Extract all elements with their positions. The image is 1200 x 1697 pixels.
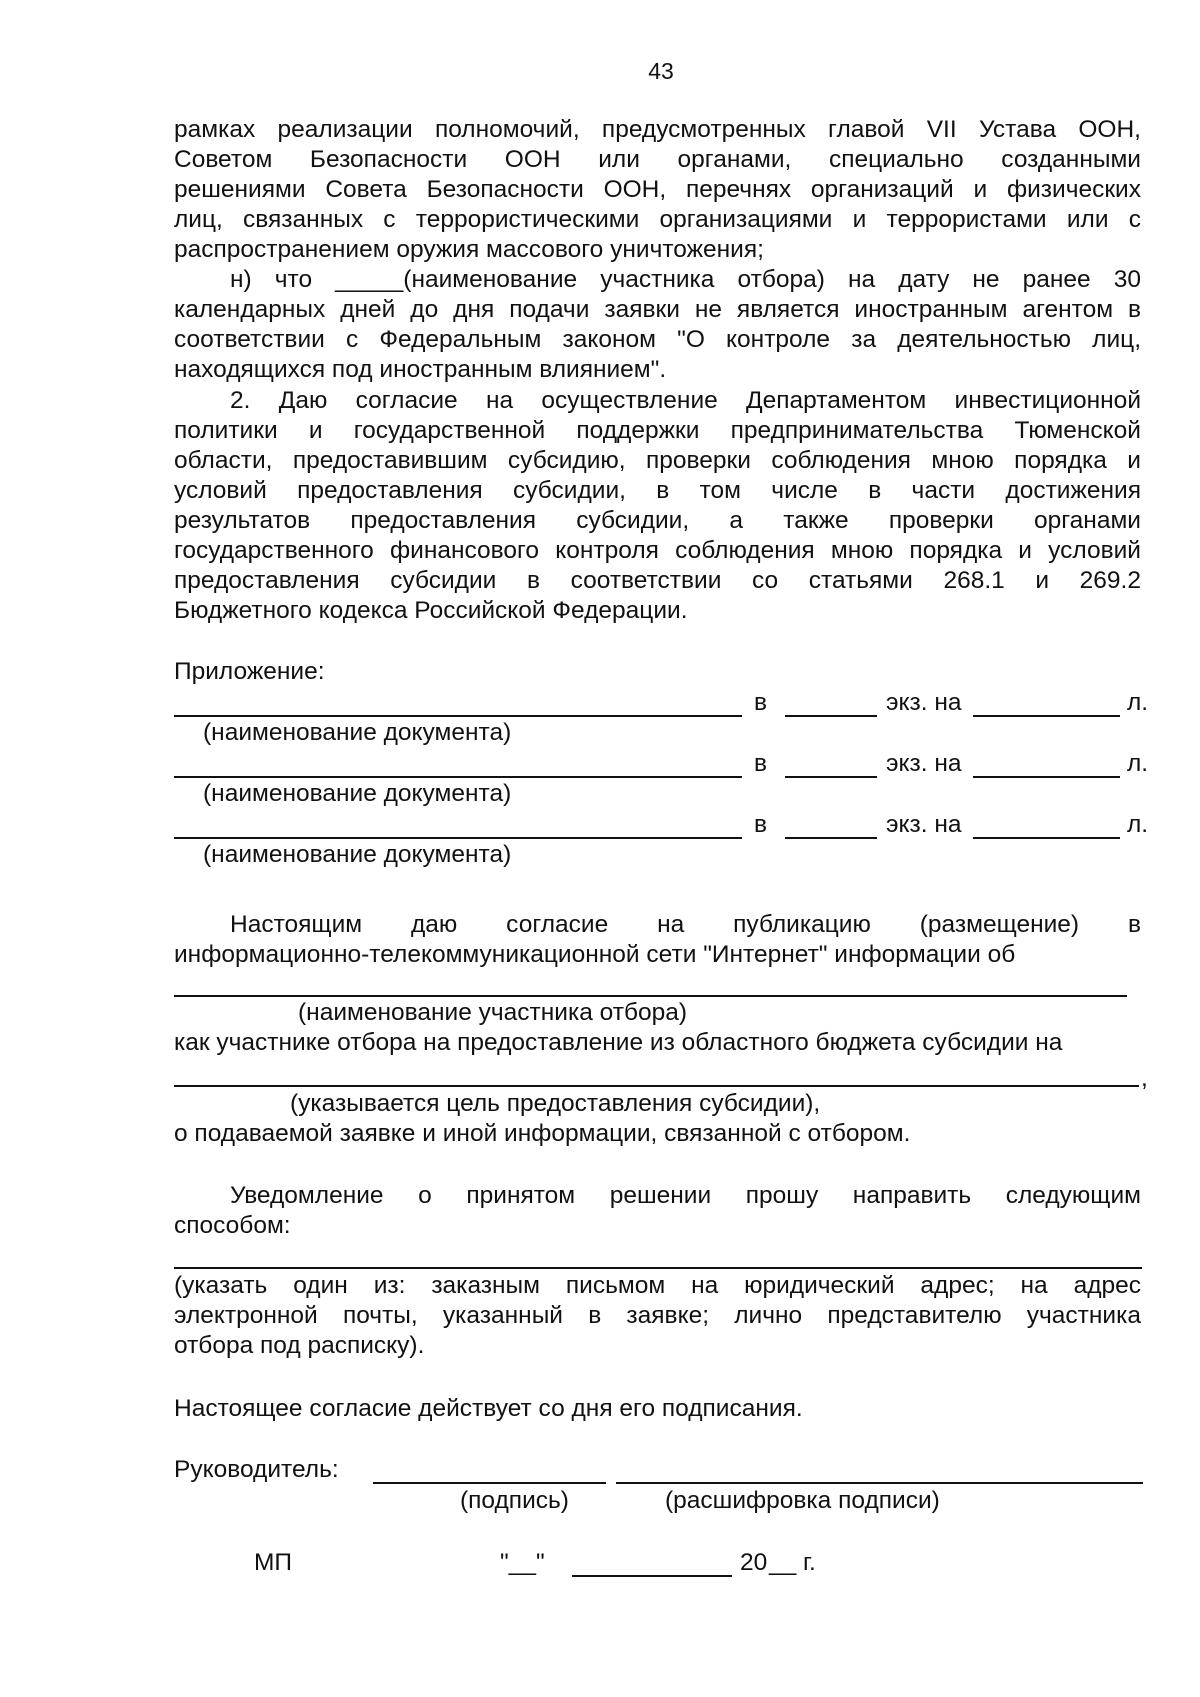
text-line: решениями Совета Безопасности ООН, перечнях организаций и физических (174, 176, 1141, 203)
copies-field[interactable] (785, 837, 877, 839)
participant-caption: (наименование участника отбора) (298, 999, 688, 1026)
sheets-field[interactable] (973, 715, 1120, 717)
text-line: о подаваемой заявке и иной информации, связанной с отбором. (174, 1120, 911, 1147)
document-name-field[interactable] (174, 715, 742, 717)
participant-name-field[interactable] (174, 995, 1127, 997)
text-line: рамках реализации полномочий, предусмотренных главой VII Устава ООН, (174, 116, 1141, 143)
in-label: в (754, 689, 768, 716)
decode-caption: (расшифровка подписи) (665, 1487, 940, 1514)
text-line: области, предоставившим субсидию, проверки соблюдения мною порядка и (174, 447, 1141, 474)
trailing-comma: , (1141, 1065, 1148, 1092)
document-name-field[interactable] (174, 776, 742, 778)
signature-decode-field[interactable] (616, 1482, 1143, 1484)
purpose-caption: (указывается цель предоставления субсидии), (290, 1090, 821, 1117)
document-name-field[interactable] (174, 837, 742, 839)
sheets-label: л. (1127, 750, 1149, 777)
text-line: Бюджетного кодекса Российской Федерации. (174, 597, 688, 624)
copies-label: экз. на (886, 811, 962, 838)
text-line: предоставления субсидии в соответствии со статьями 268.1 и 269.2 (174, 567, 1141, 594)
sheets-field[interactable] (973, 837, 1120, 839)
text-line: н) что _____(наименование участника отбора) на дату не ранее 30 (230, 266, 1141, 293)
copies-field[interactable] (785, 776, 877, 778)
text-line: распространением оружия массового уничтожения; (174, 236, 764, 263)
head-label: Руководитель: (174, 1456, 339, 1483)
date-year-prefix: 20 (740, 1549, 768, 1576)
text-line: государственного финансового контроля соблюдения мною порядка и условий (174, 537, 1141, 564)
document-caption: (наименование документа) (203, 719, 512, 746)
date-day-field[interactable]: "__" (500, 1549, 545, 1576)
text-line: соответствии с Федеральным законом "О контроле за деятельностью лиц, (174, 326, 1141, 353)
text-line: информационно-телекоммуникационной сети "Интернет" информации об (174, 941, 1016, 968)
text-line: результатов предоставления субсидии, а также проверки органами (174, 507, 1141, 534)
date-month-field[interactable] (572, 1575, 732, 1577)
text-line: электронной почты, указанный в заявке; лично представителю участника (174, 1302, 1141, 1329)
text-line: Настоящим даю согласие на публикацию (размещение) в (230, 911, 1141, 938)
text-line: отбора под расписку). (174, 1332, 425, 1359)
text-line: как участнике отбора на предоставление из областного бюджета субсидии на (174, 1029, 1063, 1056)
in-label: в (754, 750, 768, 777)
page-number: 43 (648, 58, 674, 84)
text-line: (указать один из: заказным письмом на юридический адрес; на адрес (174, 1272, 1141, 1299)
text-line: Советом Безопасности ООН или органами, специально созданными (174, 146, 1141, 173)
validity-statement: Настоящее согласие действует со дня его подписания. (174, 1395, 803, 1422)
document-caption: (наименование документа) (203, 780, 512, 807)
sheets-label: л. (1127, 689, 1149, 716)
document-caption: (наименование документа) (203, 841, 512, 868)
copies-label: экз. на (886, 689, 962, 716)
text-line: лиц, связанных с террористическими организациями и террористами или с (174, 206, 1141, 233)
subsidy-purpose-field[interactable] (174, 1085, 1139, 1087)
attachments-heading: Приложение: (174, 658, 325, 685)
stamp-label: МП (254, 1549, 293, 1576)
text-line: условий предоставления субсидии, в том числе в части достижения (174, 477, 1141, 504)
sheets-field[interactable] (973, 776, 1120, 778)
signature-field[interactable] (373, 1482, 606, 1484)
in-label: в (754, 811, 768, 838)
date-year-suffix[interactable]: __ г. (769, 1549, 816, 1576)
text-line: 2. Даю согласие на осуществление Департаментом инвестиционной (230, 387, 1141, 414)
notification-method-field[interactable] (174, 1267, 1142, 1269)
copies-field[interactable] (785, 715, 877, 717)
text-line: Уведомление о принятом решении прошу направить следующим (230, 1182, 1141, 1209)
text-line: находящихся под иностранным влиянием". (174, 356, 667, 383)
signature-caption: (подпись) (460, 1487, 569, 1514)
text-line: способом: (174, 1212, 291, 1239)
sheets-label: л. (1127, 811, 1149, 838)
text-line: политики и государственной поддержки предпринимательства Тюменской (174, 417, 1141, 444)
copies-label: экз. на (886, 750, 962, 777)
text-line: календарных дней до дня подачи заявки не является иностранным агентом в (174, 296, 1141, 323)
